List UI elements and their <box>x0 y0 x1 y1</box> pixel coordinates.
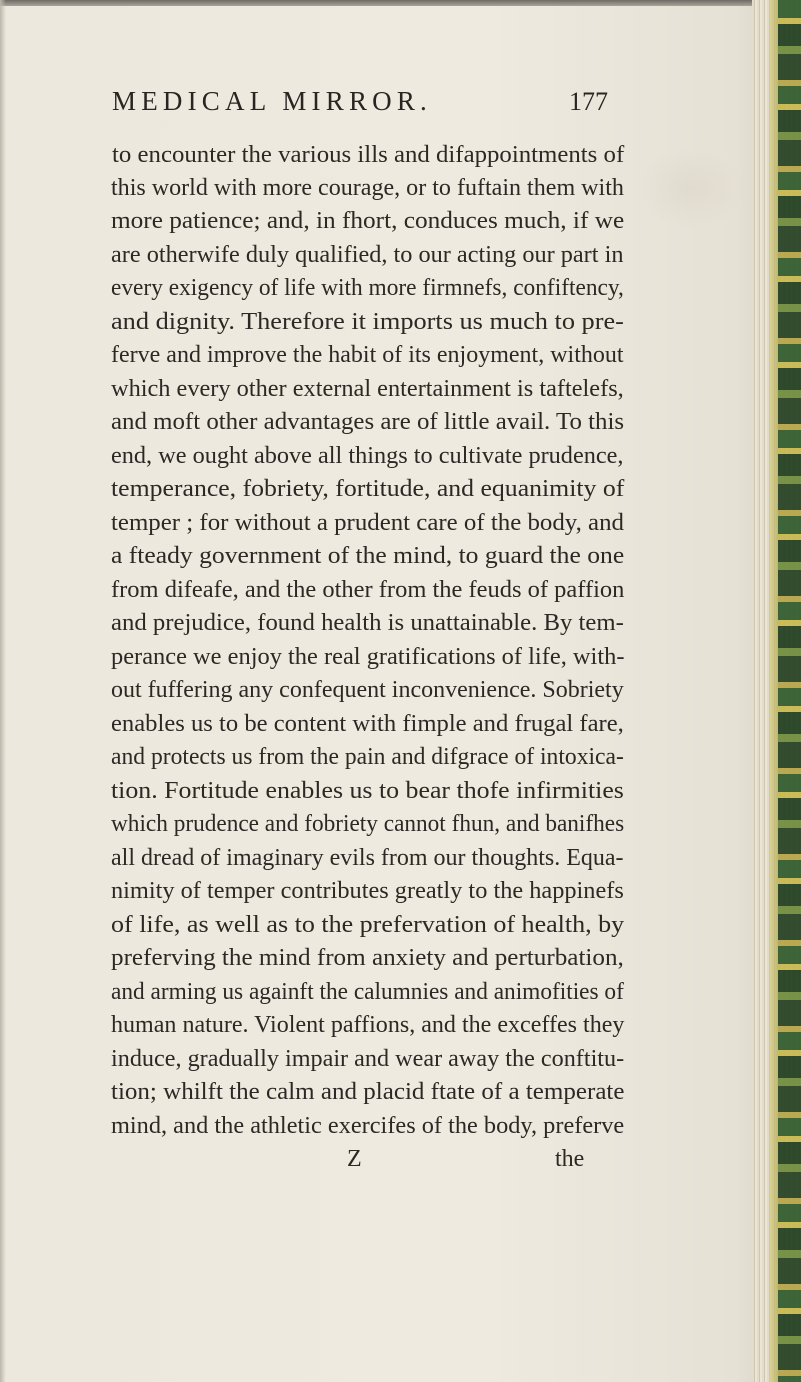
text-line: perance we enjoy the real gratifications of life, with- <box>111 644 625 670</box>
text-line: a fteady government of the mind, to guard the one <box>111 543 625 569</box>
text-line: preferving the mind from anxiety and perturbation, <box>111 945 624 971</box>
text-line: tion. Fortitude enables us to bear thofe infirmities <box>111 778 624 804</box>
text-line: and arming us againft the calumnies and animofities of <box>111 979 624 1005</box>
text-line: which every other external entertainment is taftelefs, <box>111 376 624 402</box>
text-line: mind, and the athletic exercifes of the body, preferve <box>111 1113 625 1139</box>
text-line: which prudence and fobriety cannot fhun, and banifhes <box>111 811 625 837</box>
catchword: the <box>555 1146 585 1172</box>
text-line: temperance, fobriety, fortitude, and equanimity of <box>111 476 625 502</box>
page-number: 177 <box>569 87 608 116</box>
text-line: induce, gradually impair and wear away the conftitu- <box>111 1046 625 1072</box>
text-line: and moft other advantages are of little avail. To this <box>111 409 625 435</box>
text-line: every exigency of life with more firmnefs, confiftency, <box>111 275 624 301</box>
text-line: more patience; and, in fhort, conduces much, if we <box>111 208 625 234</box>
text-line: from difeafe, and the other from the feuds of paffion <box>111 577 625 603</box>
text-line: enables us to be content with fimple and frugal fare, <box>111 711 624 737</box>
text-line: all dread of imaginary evils from our thoughts. Equa- <box>111 845 624 871</box>
running-title: MEDICAL MIRROR. <box>112 86 433 116</box>
text-line: and prejudice, found health is unattainable. By tem- <box>111 610 624 636</box>
text-line: temper ; for without a prudent care of the body, and <box>111 510 624 536</box>
text-line: are otherwife duly qualified, to our acting our part in <box>111 242 624 268</box>
text-line: this world with more courage, or to fuftain them with <box>111 175 624 201</box>
text-line: ferve and improve the habit of its enjoyment, without <box>111 342 624 368</box>
text-line: end, we ought above all things to cultivate prudence, <box>111 443 624 469</box>
text-line: nimity of temper contributes greatly to the happinefs <box>111 878 624 904</box>
text-line: to encounter the various ills and difappointments of <box>112 142 625 168</box>
signature-mark: Z <box>347 1146 362 1172</box>
text-line: and protects us from the pain and difgrace of intoxica- <box>111 744 624 770</box>
text-line: out fuffering any confequent inconvenience. Sobriety <box>111 677 624 703</box>
text-line: and dignity. Therefore it imports us much to pre- <box>111 309 624 335</box>
text-line: tion; whilft the calm and placid ftate of a temperate <box>111 1079 625 1105</box>
text-line: human nature. Violent paffions, and the exceffes they <box>111 1012 625 1038</box>
text-line: of life, as well as to the prefervation of health, by <box>111 912 625 938</box>
